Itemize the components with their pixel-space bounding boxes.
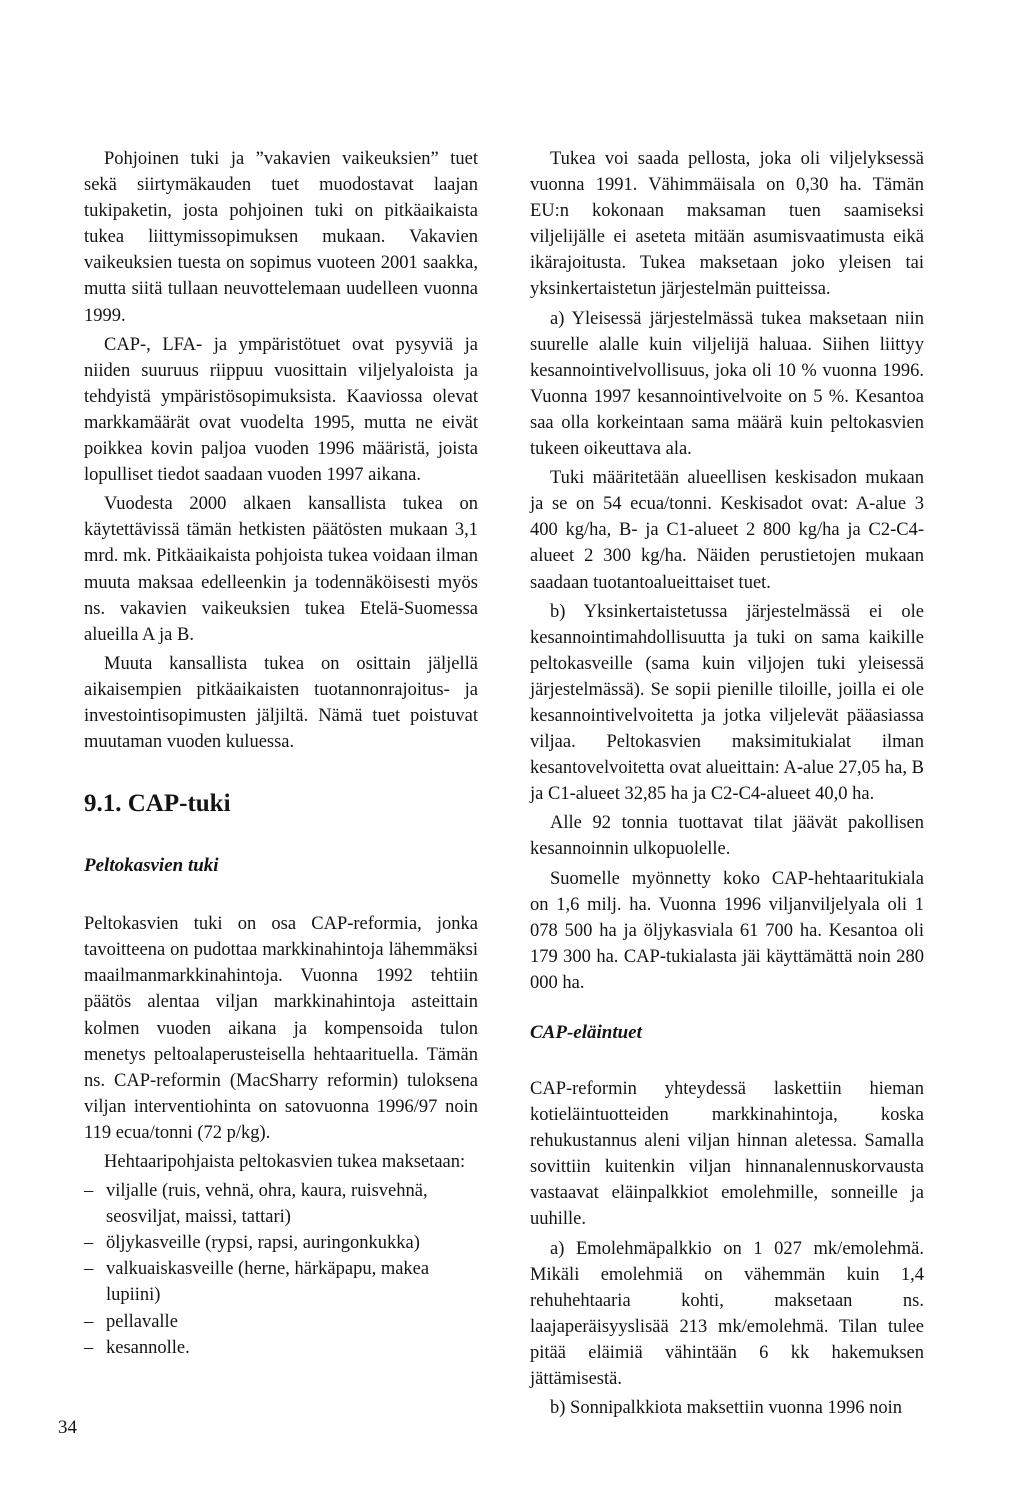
left-column xyxy=(84,146,478,1361)
paragraph-northern-aid: Pohjoinen tuki ja ”vakavien vaikeuksien” tuet sekä siirtymäkauden tuet muodostavat laajan tukipaketin, josta pohjoinen tuki on pitkäaikaista tukea liittymissopimuksen mukaan. Vakavien vaikeuksien tuesta on sopimus vuoteen 2001 saakka, mutta siitä tullaan neuvottelemaan uudelleen vuonna 1999. xyxy=(84,149,478,326)
list-item: – pellavalle xyxy=(84,1309,478,1335)
paragraph-national-aid-2000: Vuodesta 2000 alkaen kansallista tukea on käytettävissä tämän hetkisten päätösten mukaan 3,1 mrd. mk. Pitkäaikaista pohjoista tukea voidaan ilman muuta maksaa edelleenkin ja todennäköisesti myös ns. vakavien vaikeuksien tukea Etelä-Suomessa alueilla A ja B. xyxy=(84,494,478,645)
paragraph-simplified-system: b) Yksinkertaistetussa järjestelmässä ei ole kesannointimahdollisuutta ja tuki on sama kaikille peltokasveille (sama kuin viljojen tuki yleisessä järjestelmässä). Se sopii pienille tiloille, joilla ei ole kesannointivelvoitetta ja jotka viljelevät pääasiassa viljaa. Peltokasvien maksimitukialat ilman kesantovelvoitetta ovat alueittain: A-alue 27,05 ha, B ja C1-alueet 32,85 ha ja C2-C4-alueet 40,0 ha. xyxy=(530,601,924,805)
paragraph-small-farms: Alle 92 tonnia tuottavat tilat jäävät pakollisen kesannoinnin ulkopuolelle. xyxy=(530,813,924,860)
paragraph-other-national-aid: Muuta kansallista tukea on osittain jäljellä aikaisempien pitkäaikaisten tuotannonrajoitus- ja investointisopimusten jäljiltä. Nämä tuet poistuvat muutaman vuoden kuluessa. xyxy=(84,653,478,753)
paragraph-hectare-aid-intro: Hehtaaripohjaista peltokasvien tukea maksetaan: xyxy=(104,1152,466,1172)
paragraph-environmental-aid: CAP-, LFA- ja ympäristötuet ovat pysyviä ja niiden suuruus riippuu vuosittain viljelyaloista ja tehdyistä ympäristösopimuksista. Kaaviossa olevat markkamäärät ovat vuodelta 1995, mutta ne eivät poikkea kovin paljoa vuoden 1996 määristä, joista lopulliset tiedot saadaan vuoden 1997 aikana. xyxy=(84,334,478,486)
crop-list xyxy=(84,1178,478,1361)
list-item: – öljykasveille (rypsi, rapsi, auringonkukka) xyxy=(84,1230,478,1256)
list-item: – valkuaiskasveille (herne, härkäpapu, makea lupiini) xyxy=(84,1256,478,1308)
subheading-field-crop-aid: Peltokasvien tuki xyxy=(84,855,219,877)
paragraph-regional-yield: Tuki määritetään alueellisen keskisadon mukaan ja se on 54 ecua/tonni. Keskisadot ovat: A-alue 3 400 kg/ha, B- ja C1-alueet 2 800 kg/ha ja C2-C4-alueet 2 300 kg/ha. Näiden perustietojen mukaan saadaan tuotantoalueittaiset tuet. xyxy=(530,468,924,593)
paragraph-eligibility: Tukea voi saada pellosta, joka oli viljelyksessä vuonna 1991. Vähimmäisala on 0,30 ha. Tämän EU:n kokonaan maksaman tuen saamiseksi viljelijälle ei aseteta mitään asumisvaatimusta eikä ikärajoitusta. Tukea maksetaan joko yleisen tai yksinkertaistetun järjestelmän puitteissa. xyxy=(530,149,924,300)
section-heading: 9.1. CAP-tuki xyxy=(84,790,231,818)
paragraph-bull-premium: b) Sonnipalkkiota maksettiin vuonna 1996 noin xyxy=(550,1398,902,1419)
list-item: – viljalle (ruis, vehnä, ohra, kaura, ruisvehnä, seosviljat, maissi, tattari) xyxy=(84,1178,478,1230)
paragraph-general-system: a) Yleisessä järjestelmässä tukea maksetaan niin suurelle alalle kuin viljelijä haluaa. Siihen liittyy kesannointivelvollisuus, joka oli 10 % vuonna 1996. Vuonna 1997 kesannointivelvoite on 5 %. Kesantoa saa olla korkeintaan sama määrä kuin peltokasvien tukeen oikeuttava ala. xyxy=(530,308,924,460)
paragraph-suckler-cow-premium: a) Emolehmäpalkkio on 1 027 mk/emolehmä. Mikäli emolehmiä on vähemmän kuin 1,4 rehuhehtaaria kohti, maksetaan ns. laajaperäisyyslisää 213 mk/emolehmä. Tilan tulee pitää eläimiä vähintään 6 kk hakemuksen jättämisestä. xyxy=(530,1238,924,1390)
subheading-animal-aid: CAP-eläintuet xyxy=(530,1022,642,1043)
spacer xyxy=(530,1046,924,1076)
spacer xyxy=(84,879,478,911)
paragraph-cap-reform: Peltokasvien tuki on osa CAP-reformia, jonka tavoitteena on pudottaa markkinahintoja lähemmäksi maailmanmarkkinahintoja. Vuonna 1992 tehtiin päätös alentaa viljan markkinahintoja asteittain kolmen vuoden aikana ja kompensoida tulon menetys peltoalaperusteisella hehtaarituella. Tämän ns. CAP-reformin (MacSharry reformin) tuloksena viljan interventiohinta on satovuonna 1996/97 noin 119 ecua/tonni (72 p/kg). xyxy=(84,914,478,1143)
right-column xyxy=(530,146,924,1424)
list-item: – kesannolle. xyxy=(84,1335,478,1361)
paragraph-animal-aid-intro: CAP-reformin yhteydessä laskettiin hieman kotieläintuotteiden markkinahintoja, koska rehukustannus aleni viljan hinnan aletessa. Samalla sovittiin kuitenkin viljan hinnanalennuskorvausta vastaavat eläinpalkkiot emolehmille, sonneille ja uuhille. xyxy=(530,1079,924,1230)
paragraph-cap-area: Suomelle myönnetty koko CAP-hehtaaritukiala on 1,6 milj. ha. Vuonna 1996 viljanviljelyala oli 1 078 500 ha ja öljykasviala 61 700 ha. Kesantoa oli 179 300 ha. CAP-tukialasta jäi käyttämättä noin 280 000 ha. xyxy=(530,868,924,993)
page-number: 34 xyxy=(58,1417,77,1438)
